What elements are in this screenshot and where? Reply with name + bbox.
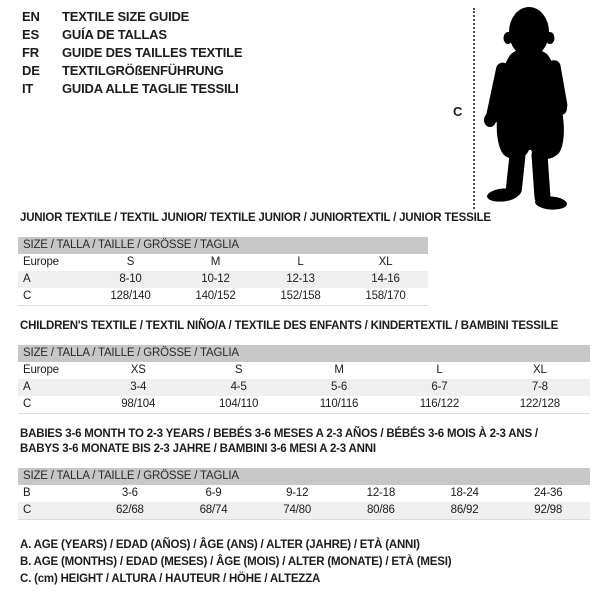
- language-code: ES: [22, 27, 39, 42]
- table-title: BABIES 3-6 MONTH TO 2-3 YEARS / BEBÉS 3-6 MESES A 2-3 AÑOS / BÉBÉS 3-6 MOIS À 2-3 ANS /: [20, 428, 538, 440]
- table-cell: 92/98: [534, 504, 563, 516]
- legend-line: A. AGE (YEARS) / EDAD (AÑOS) / ÂGE (ANS) / ALTER (JAHRE) / ETÀ (ANNI): [20, 539, 420, 551]
- table-cell: 158/170: [365, 290, 406, 302]
- size-table-header-bar: SIZE / TALLA / TAILLE / GRÖSSE / TAGLIA: [18, 237, 428, 254]
- table-section: [18, 319, 590, 414]
- table-cell: 6-9: [205, 487, 222, 499]
- language-row: [22, 8, 242, 26]
- table-cell: 86/92: [450, 504, 479, 516]
- table-cell: XL: [378, 256, 393, 268]
- row-label: Europe: [23, 364, 59, 376]
- language-title: TEXTILGRÖßENFÜHRUNG: [62, 63, 224, 78]
- size-table-header-bar: SIZE / TALLA / TAILLE / GRÖSSE / TAGLIA: [18, 345, 590, 362]
- table-row: [18, 485, 590, 502]
- table-cell: 7-8: [531, 381, 548, 393]
- language-code: DE: [22, 63, 40, 78]
- legend-line: B. AGE (MONTHS) / EDAD (MESES) / ÂGE (MOIS) / ALTER (MONATE) / ETÀ (MESI): [20, 556, 452, 568]
- language-title: GUÍA DE TALLAS: [62, 27, 167, 42]
- table-title: JUNIOR TEXTILE / TEXTIL JUNIOR/ TEXTILE JUNIOR / JUNIORTEXTIL / JUNIOR TESSILE: [20, 212, 491, 224]
- legend: [20, 537, 451, 588]
- table-cell: 14-16: [371, 273, 400, 285]
- row-label: Europe: [23, 256, 59, 268]
- language-code: EN: [22, 9, 40, 24]
- table-title: CHILDREN'S TEXTILE / TEXTIL NIÑO/A / TEXTILE DES ENFANTS / KINDERTEXTIL / BAMBINI TESSILE: [20, 320, 559, 332]
- table-section: [18, 211, 590, 306]
- row-label: A: [23, 381, 31, 393]
- table-cell: 3-4: [130, 381, 147, 393]
- table-cell: 152/158: [280, 290, 321, 302]
- legend-line: C. (cm) HEIGHT / ALTURA / HAUTEUR / HÖHE / ALTEZZA: [20, 573, 321, 585]
- language-code: FR: [22, 45, 39, 60]
- table-cell: M: [210, 256, 221, 268]
- table-cell: 128/140: [110, 290, 151, 302]
- table-cell: 68/74: [199, 504, 228, 516]
- table-cell: 9-12: [286, 487, 309, 499]
- table-cell: 18-24: [450, 487, 479, 499]
- table-cell: S: [126, 256, 135, 268]
- language-code: IT: [22, 81, 34, 96]
- table-cell: 110/116: [319, 398, 359, 410]
- size-tables: [18, 211, 590, 533]
- table-cell: 5-6: [331, 381, 348, 393]
- table-cell: 104/110: [218, 398, 259, 410]
- row-label: C: [23, 290, 32, 302]
- language-title: GUIDA ALLE TAGLIE TESSILI: [62, 81, 239, 96]
- table-cell: 3-6: [121, 487, 138, 499]
- table-cell: 8-10: [119, 273, 142, 285]
- size-table-header-bar: SIZE / TALLA / TAILLE / GRÖSSE / TAGLIA: [18, 468, 590, 485]
- table-cell: 12-18: [366, 487, 396, 499]
- table-cell: S: [234, 364, 243, 376]
- figure-height-label: C: [453, 104, 463, 119]
- table-cell: 140/152: [195, 290, 236, 302]
- language-row: [22, 26, 242, 44]
- row-label: C: [23, 504, 32, 516]
- table-row: [18, 502, 590, 519]
- table-row: [18, 396, 590, 413]
- table-cell: XL: [532, 364, 547, 376]
- language-row: [22, 80, 242, 98]
- table-row: [18, 288, 428, 305]
- size-table: [18, 468, 590, 520]
- language-row: [22, 44, 242, 62]
- language-row: [22, 62, 242, 80]
- table-cell: 6-7: [431, 381, 448, 393]
- table-cell: 24-36: [533, 487, 563, 499]
- size-table: [18, 237, 428, 306]
- table-cell: L: [436, 364, 443, 376]
- table-cell: 4-5: [230, 381, 247, 393]
- table-row: [18, 379, 590, 396]
- row-label: B: [23, 487, 31, 499]
- table-cell: 98/104: [121, 398, 156, 410]
- language-list: [22, 8, 242, 98]
- table-cell: M: [334, 364, 344, 376]
- table-row: [18, 254, 428, 271]
- language-title: TEXTILE SIZE GUIDE: [62, 9, 190, 24]
- table-cell: 74/80: [283, 504, 312, 516]
- table-cell: 116/122: [419, 398, 460, 410]
- table-row: [18, 271, 428, 288]
- language-title: GUIDE DES TAILLES TEXTILE: [62, 45, 243, 60]
- table-title: BABYS 3-6 MONATE BIS 2-3 JAHRE / BAMBINI 3-6 MESI A 2-3 ANNI: [20, 443, 376, 455]
- table-cell: 10-12: [201, 273, 230, 285]
- table-row: [18, 362, 590, 379]
- table-cell: XS: [130, 364, 146, 376]
- table-cell: 12-13: [286, 273, 315, 285]
- table-cell: 122/128: [519, 398, 560, 410]
- table-cell: L: [297, 256, 304, 268]
- table-cell: 62/68: [115, 504, 144, 516]
- baby-silhouette-image: [481, 2, 577, 211]
- table-section: [18, 427, 590, 520]
- row-label: A: [23, 273, 31, 285]
- table-cell: 80/86: [366, 504, 395, 516]
- size-table: [18, 345, 590, 414]
- row-label: C: [23, 398, 32, 410]
- height-measure-line: [473, 8, 475, 209]
